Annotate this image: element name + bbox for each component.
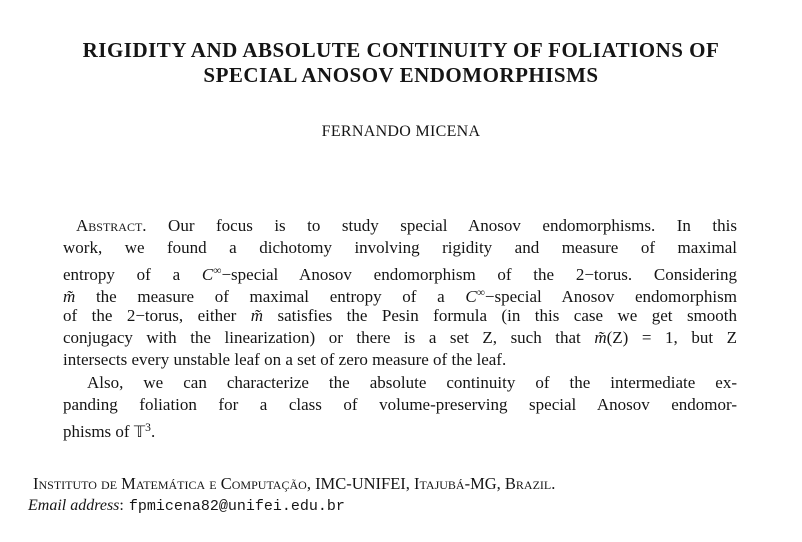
paper-title [0, 38, 802, 87]
abstract-run: ∞ [476, 286, 485, 300]
footer [28, 473, 788, 518]
abstract-run: C [465, 287, 477, 307]
abstract-run: C [201, 264, 214, 284]
abstract-run: . [150, 421, 156, 441]
paper-title-line-2: SPECIAL ANOSOV ENDOMORPHISMS [203, 62, 599, 87]
abstract-run: 3 [145, 420, 151, 434]
abstract-run: Abstract. [76, 216, 147, 235]
abstract-run: (Z) = 1, but Z [606, 327, 737, 347]
abstract-run: work, we found a dichotomy involving rigidity and measure of maximal [63, 238, 737, 258]
abstract-run: intersects every unstable leaf on a set of zero measure of the leaf. [63, 350, 507, 370]
abstract-body [63, 215, 737, 439]
abstract-line [63, 282, 737, 307]
abstract-line [63, 215, 737, 237]
abstract-run: the measure of maximal entropy of a [75, 287, 466, 307]
institute-line: Instituto de Matemática e Computação, IMC-UNIFEI, Itajubá-MG, Brazil. [33, 474, 556, 493]
abstract-line [63, 237, 737, 259]
abstract-line [63, 417, 737, 439]
paper-title-line-1: RIGIDITY AND ABSOLUTE CONTINUITY OF FOLIATIONS OF [82, 38, 720, 62]
email-line [28, 495, 788, 518]
email-label: Email address [28, 497, 120, 514]
abstract-line [63, 349, 737, 371]
abstract-run: satisfies the Pesin formula (in this case we get smooth [263, 305, 738, 325]
abstract-run: of the 2−torus, either [63, 305, 251, 325]
abstract-line [63, 305, 737, 327]
abstract-line [63, 327, 737, 349]
abstract-run: panding foliation for a class of volume-preserving special Anosov endomor- [63, 395, 737, 415]
abstract-line [63, 372, 737, 394]
abstract-run: conjugacy with the linearization) or there is a set Z, such that [63, 327, 595, 347]
abstract-run: m̃ [594, 327, 607, 347]
abstract-line [63, 260, 737, 282]
abstract-run: ∞ [213, 263, 222, 277]
email-address: fpmicena82@unifei.edu.br [128, 498, 345, 515]
abstract-run: Our focus is to study special Anosov endomorphisms. In this [146, 216, 737, 235]
abstract-run: Also, we can characterize the absolute continuity of the intermediate ex- [87, 372, 737, 392]
abstract-run: −special Anosov endomorphism [484, 287, 737, 307]
abstract-line [63, 394, 737, 416]
abstract-run: phisms of [63, 421, 134, 441]
abstract-run: 𝕋 [133, 421, 146, 441]
abstract-run: m̃ [250, 305, 264, 325]
author-name: FERNANDO MICENA [321, 123, 481, 140]
abstract-run: m̃ [63, 287, 76, 307]
email-colon: : [119, 497, 124, 514]
abstract-run: −special Anosov endomorphism of the 2−torus. Considering [221, 264, 738, 284]
abstract-run: entropy of a [63, 264, 202, 284]
